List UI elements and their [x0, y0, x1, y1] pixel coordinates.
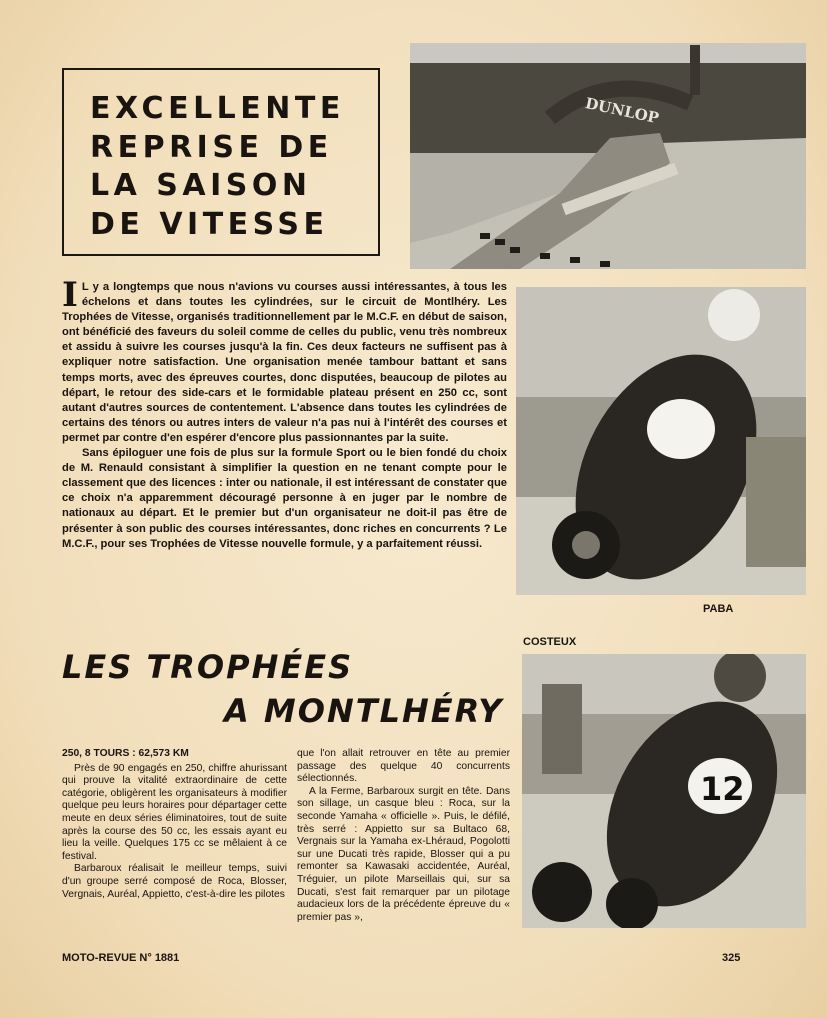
race-number: 12 — [700, 770, 745, 808]
headline-line-4: DE VITESSE — [90, 206, 329, 242]
dunlop-bridge-image — [410, 43, 806, 269]
photo-rider-2 — [522, 654, 806, 928]
rider-1-image — [516, 287, 806, 595]
intro-text — [62, 275, 507, 552]
rider-2-image — [522, 654, 806, 928]
column-2-paragraph-1: que l'on allait retrouver en tête au premier passage des quelque 40 concurrents sélectionnés. — [297, 748, 510, 785]
footer-magazine: MOTO-REVUE N° 1881 — [62, 952, 180, 964]
headline-line-2: REPRISE DE — [90, 129, 333, 165]
headline-line-1: EXCELLENTE — [90, 91, 345, 126]
footer-page-number: 325 — [722, 952, 741, 964]
subhead-line-1: LES TROPHÉES — [62, 648, 354, 686]
headline-box — [62, 68, 380, 256]
column-1-paragraph-2: Barbaroux réalisait le meilleur temps, suivi d'un groupe serré composé de Roca, Blosser, Vergnais, Auréal, Appietto, c'est-à-dire les pilotes — [62, 863, 287, 900]
race-stat: 250, 8 TOURS : 62,573 KM — [62, 748, 189, 759]
headline-line-3: LA SAISON — [90, 168, 312, 203]
photo-dunlop-bridge — [410, 43, 806, 269]
subhead-line-2: A MONTLHÉRY — [224, 692, 504, 730]
photo-credit-costeux: COSTEUX — [523, 636, 577, 648]
column-2-paragraph-2: A la Ferme, Barbaroux surgit en tête. Dans son sillage, un casque bleu : Roca, sur la seconde Yamaha « officielle ». Puis, le défilé, très serré : Appietto sur sa Bultaco 68, Vergnais sur la Yamaha ex-Lhéraud, Pogolotti sur une Ducati très rapide, Blosser qui a pu remonter sa Kawasaki accidentée, Auréal, Tréguier, un pilote Marseillais qui, sur sa Ducati, s'est fait remarquer par un pilotage audacieux lors de la précédente épreuve du « premier pas », — [297, 785, 510, 923]
intro-dropcap: I — [62, 275, 78, 315]
intro-paragraph-1: L y a longtemps que nous n'avions vu courses aussi intéressantes, à tous les échelons et dans toutes les cylindrées, sur le circuit de Montlhéry. Les Trophées de Vitesse, organisés traditionnellement par le M.C.F. en début de saison, ont bénéficié des faveurs du soleil comme de celles du public, venu très nombreux et assidu à suivre les courses jusqu'à la fin. Ces deux facteurs ne suffisent pas à expliquer notre satisfaction. Une organisation menée tambour battant et sans temps morts, avec des épreuves courtes, donc disputées, beaucoup de pilotes au départ, le retour des side-cars et le formidable plateau présent en 250 cc, sont autant d'autres sources de contentement. L'absence dans toutes les cylindrées de certains des ténors ou autres inters de valeur n'a pas nui à l'intérêt des courses et permet par contre d'en espérer d'encore plus passionnantes par la suite. — [62, 281, 507, 444]
article-column-1 — [62, 748, 287, 901]
photo-rider-1 — [516, 287, 806, 595]
photo-credit-paba: PABA — [703, 603, 734, 615]
article-column-2 — [297, 748, 510, 924]
headline — [90, 90, 370, 244]
dunlop-sign: DUNLOP — [583, 94, 661, 128]
intro-paragraph-2: Sans épiloguer une fois de plus sur la formule Sport ou le bien fondé du choix de M. Renauld consistant à simplifier la question en ne tenant compte pour le classement que des licences : inter ou nationale, il est intéressant de constater que ce choix n'a apparemment découragé personne à en juger par le nombre de nationaux au départ. Et le premier but d'un organisateur ne doit-il pas être de présenter à son public des courses intéressantes, donc riches en concurrents ? Le M.C.F., pour ses Trophées de Vitesse nouvelle formule, y a parfaitement réussi. — [62, 447, 507, 550]
column-1-paragraph-1: Près de 90 engagés en 250, chiffre ahurissant qui prouve la vitalité extraordinaire de cette catégorie, obligèrent les organisateurs à modifier quelque peu leurs horaires pour départager cette meute en deux séries éliminatoires, tout de suite après la course des 50 cc, les essais ayant eu lieu la veille. Quelques 175 cc se mêlaient à ce festival. — [62, 762, 287, 862]
